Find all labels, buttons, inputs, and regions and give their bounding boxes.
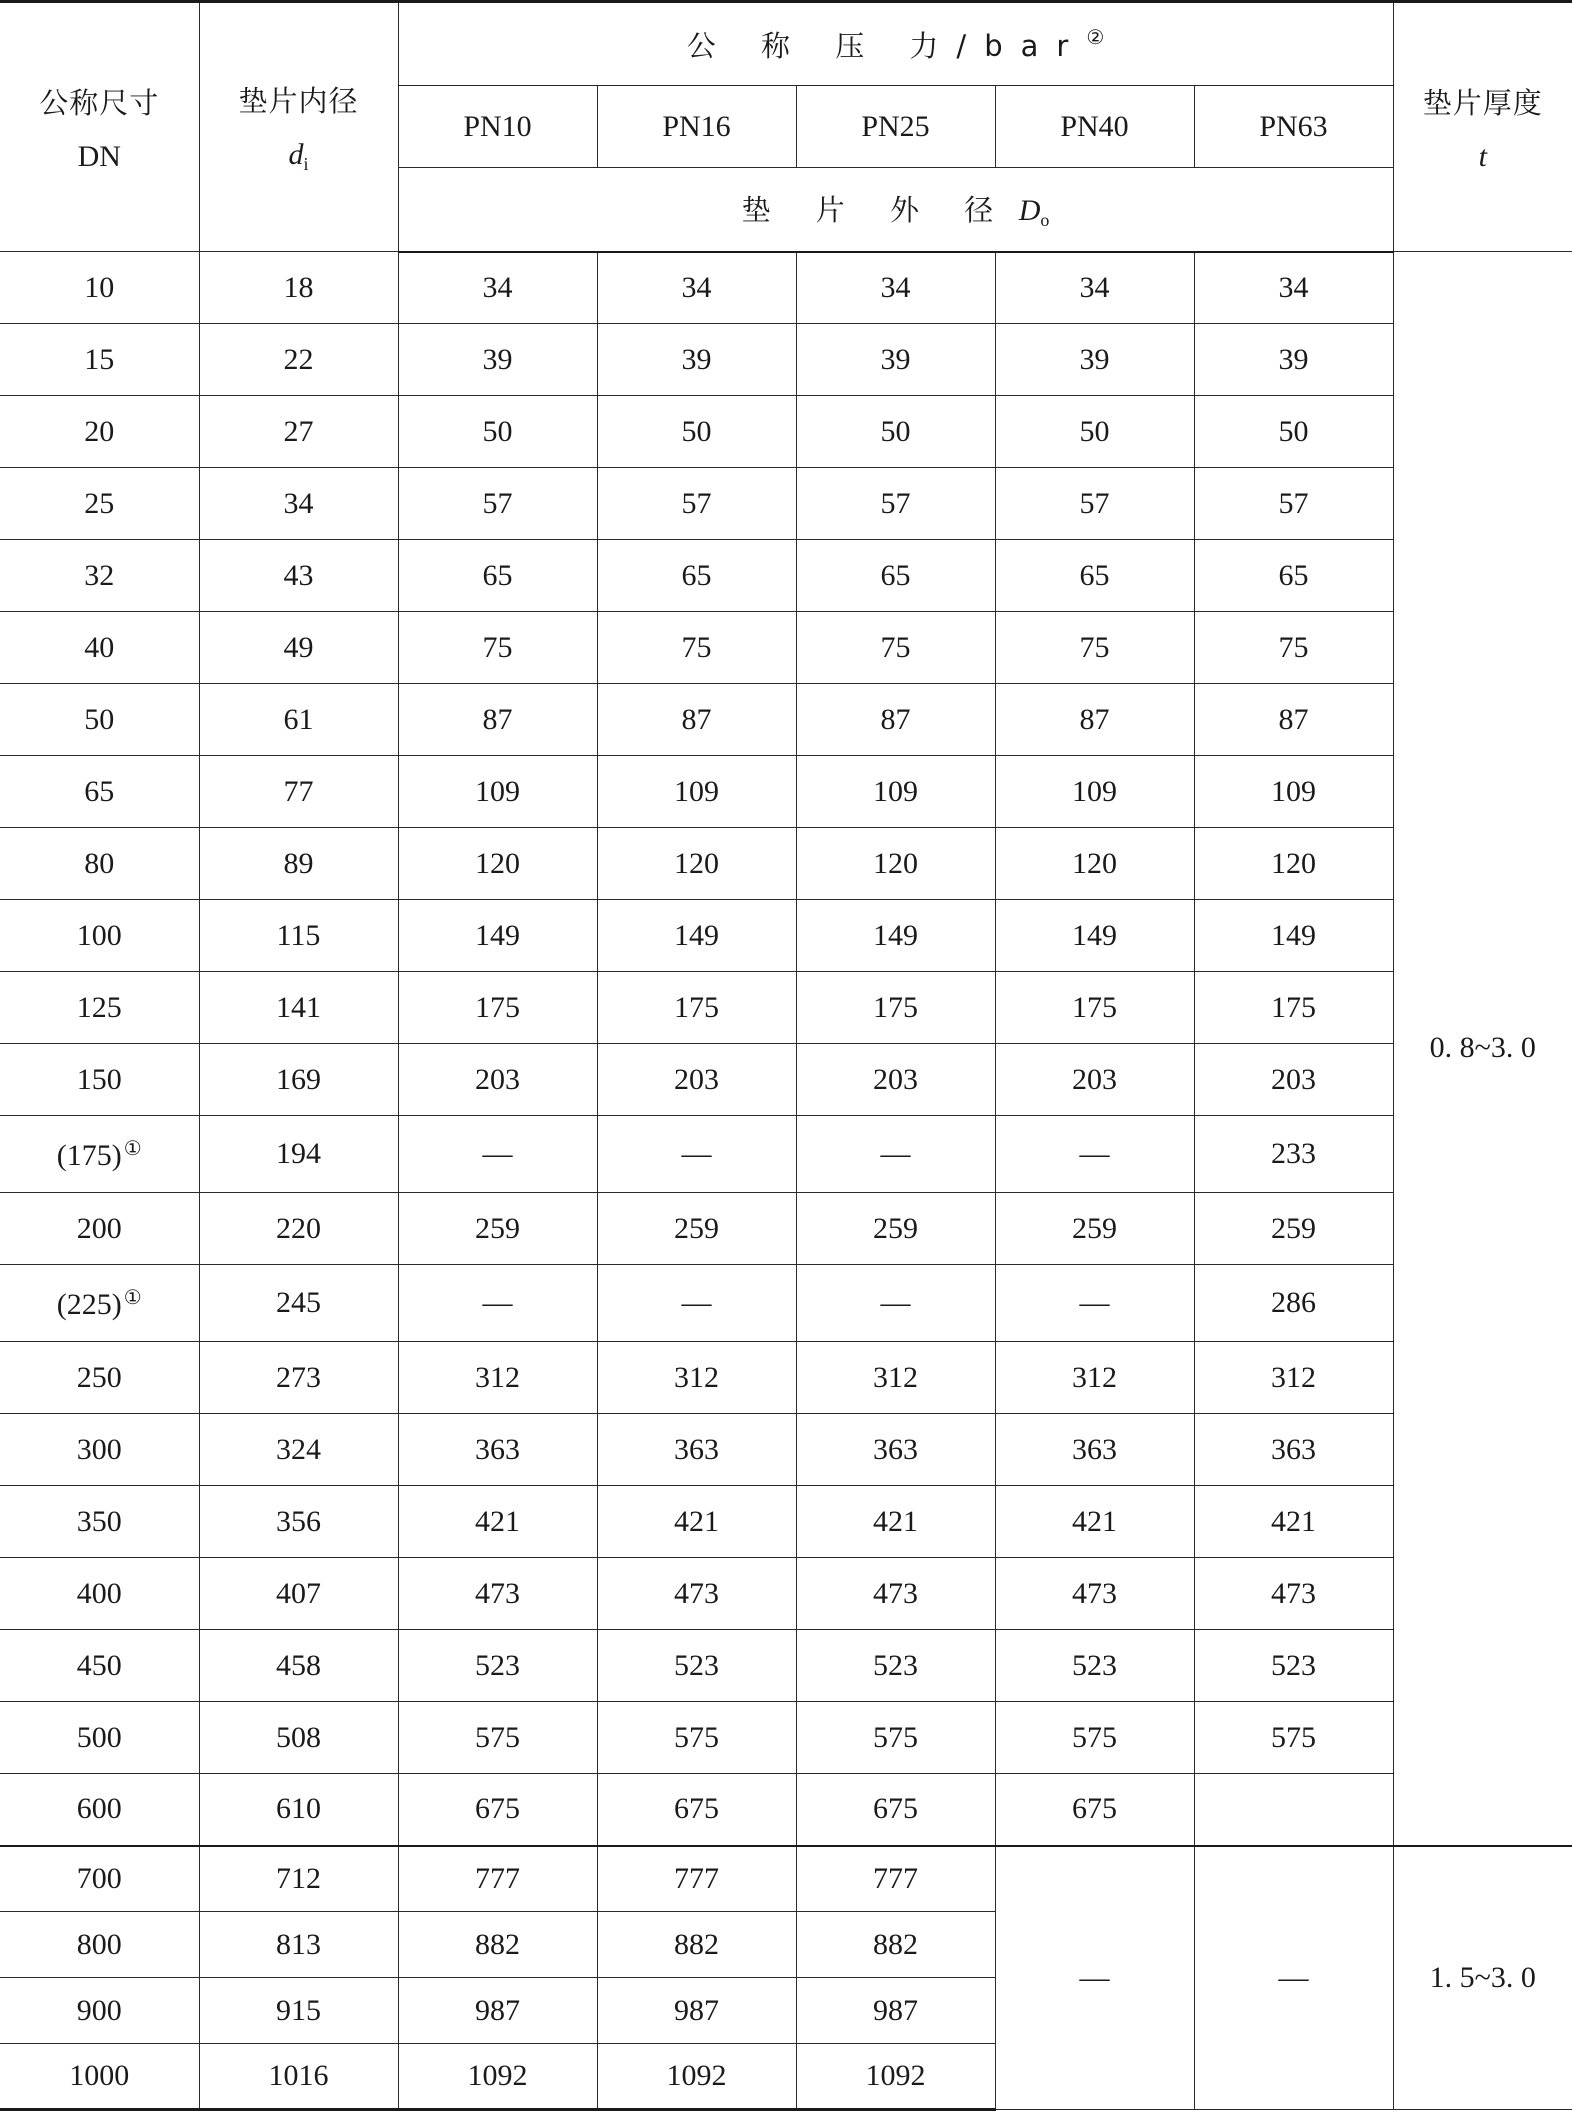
cell-inner-diameter: 89 <box>199 828 398 900</box>
cell-outer-diameter-d40: 39 <box>995 324 1194 396</box>
cell-inner-diameter: 27 <box>199 396 398 468</box>
cell-inner-diameter: 458 <box>199 1630 398 1702</box>
cell-nominal-size <box>0 972 199 1044</box>
cell-nominal-size-value: 1000 <box>69 2059 130 2092</box>
cell-inner-diameter: 712 <box>199 1846 398 1912</box>
cell-nominal-size <box>0 540 199 612</box>
cell-outer-diameter-d25: 473 <box>796 1558 995 1630</box>
header-outer-diameter-subscript: o <box>1040 209 1050 230</box>
cell-outer-diameter-d16: 120 <box>597 828 796 900</box>
footnote-mark: ① <box>123 1137 142 1160</box>
cell-nominal-size-value: 125 <box>76 990 122 1024</box>
cell-outer-diameter-d16: 523 <box>597 1630 796 1702</box>
cell-nominal-size <box>0 1702 199 1774</box>
cell-inner-diameter: 508 <box>199 1702 398 1774</box>
header-outer-diameter-symbol: D <box>1018 193 1041 227</box>
cell-outer-diameter-d25: 203 <box>796 1044 995 1116</box>
cell-outer-diameter-d25: 50 <box>796 396 995 468</box>
cell-outer-diameter-d63: 203 <box>1194 1044 1393 1116</box>
cell-inner-diameter: 43 <box>199 540 398 612</box>
header-pressure-footnote-mark: ② <box>1086 26 1105 49</box>
cell-nominal-size-value: 250 <box>76 1360 122 1394</box>
cell-outer-diameter-d40: — <box>995 1265 1194 1342</box>
header-nominal-size-label: 公称尺寸 <box>39 85 160 120</box>
cell-inner-diameter: 61 <box>199 684 398 756</box>
cell-nominal-size <box>0 252 199 324</box>
cell-outer-diameter-d16: 34 <box>597 252 796 324</box>
cell-outer-diameter-d63: 39 <box>1194 324 1393 396</box>
cell-nominal-size <box>0 900 199 972</box>
cell-outer-diameter-d10: 34 <box>398 252 597 324</box>
table-row <box>0 828 1572 900</box>
cell-inner-diameter: 194 <box>199 1116 398 1193</box>
header-nominal-pressure-label: 公 称 压 力/bar <box>686 28 1087 63</box>
header-pn25: PN25 <box>796 86 995 168</box>
header-pn40: PN40 <box>995 86 1194 168</box>
table-row <box>0 1342 1572 1414</box>
cell-nominal-size-value: 80 <box>84 846 115 880</box>
cell-outer-diameter-d63: 233 <box>1194 1116 1393 1193</box>
cell-nominal-size-value: 400 <box>76 1576 122 1610</box>
cell-outer-diameter-d40: 57 <box>995 468 1194 540</box>
cell-inner-diameter: 141 <box>199 972 398 1044</box>
header-outer-diameter <box>398 168 1393 252</box>
cell-outer-diameter-d10: 882 <box>398 1912 597 1978</box>
cell-nominal-size-value: 350 <box>76 1504 122 1538</box>
cell-outer-diameter-d25: 1092 <box>796 2044 995 2110</box>
cell-inner-diameter: 22 <box>199 324 398 396</box>
header-pn63: PN63 <box>1194 86 1393 168</box>
cell-outer-diameter-d63: 312 <box>1194 1342 1393 1414</box>
cell-nominal-size-value: 15 <box>84 342 115 376</box>
cell-outer-diameter-d25: 109 <box>796 756 995 828</box>
cell-nominal-size-value: 10 <box>84 270 115 304</box>
table-row <box>0 1044 1572 1116</box>
cell-outer-diameter-d63: 57 <box>1194 468 1393 540</box>
cell-inner-diameter: 273 <box>199 1342 398 1414</box>
cell-nominal-size <box>0 468 199 540</box>
header-pn10: PN10 <box>398 86 597 168</box>
header-nominal-size <box>0 2 199 252</box>
header-inner-diameter-symbol-wrap <box>200 138 398 175</box>
cell-outer-diameter-d16: — <box>597 1116 796 1193</box>
cell-outer-diameter-d40: 363 <box>995 1414 1194 1486</box>
cell-outer-diameter-d10: 523 <box>398 1630 597 1702</box>
cell-outer-diameter-d10: 575 <box>398 1702 597 1774</box>
table-row <box>0 324 1572 396</box>
cell-nominal-size-value: (225) <box>56 1287 122 1321</box>
table-header <box>0 2 1572 252</box>
header-thickness <box>1393 2 1572 252</box>
cell-nominal-size-value: 600 <box>76 1792 122 1826</box>
cell-outer-diameter-d25: 882 <box>796 1912 995 1978</box>
cell-outer-diameter-d25: 149 <box>796 900 995 972</box>
header-inner-diameter-subscript: i <box>303 154 309 174</box>
cell-outer-diameter-d10: 149 <box>398 900 597 972</box>
cell-inner-diameter: 220 <box>199 1193 398 1265</box>
cell-nominal-size <box>0 1978 199 2044</box>
cell-outer-diameter-d16: 75 <box>597 612 796 684</box>
cell-thickness-small: 0. 8~3. 0 <box>1393 252 1572 1846</box>
cell-outer-diameter-d25: 75 <box>796 612 995 684</box>
cell-nominal-size <box>0 324 199 396</box>
cell-nominal-size <box>0 1630 199 1702</box>
cell-outer-diameter-d25: 675 <box>796 1774 995 1846</box>
cell-nominal-size-value: 150 <box>76 1062 122 1096</box>
cell-outer-diameter-d10: — <box>398 1265 597 1342</box>
cell-outer-diameter-d63: 421 <box>1194 1486 1393 1558</box>
cell-outer-diameter-d25: 575 <box>796 1702 995 1774</box>
cell-inner-diameter: 77 <box>199 756 398 828</box>
cell-outer-diameter-d63: 75 <box>1194 612 1393 684</box>
cell-outer-diameter-d40: 523 <box>995 1630 1194 1702</box>
cell-outer-diameter-d16: 473 <box>597 1558 796 1630</box>
cell-nominal-size <box>0 1774 199 1846</box>
header-nominal-size-symbol: DN <box>77 139 121 173</box>
cell-outer-diameter-d63: 65 <box>1194 540 1393 612</box>
cell-outer-diameter-d63: 473 <box>1194 1558 1393 1630</box>
table-row <box>0 972 1572 1044</box>
cell-outer-diameter-d10: 777 <box>398 1846 597 1912</box>
cell-nominal-size <box>0 612 199 684</box>
cell-outer-diameter-d25: 987 <box>796 1978 995 2044</box>
cell-thickness-large: 1. 5~3. 0 <box>1393 1846 1572 2110</box>
cell-outer-diameter-d40: 149 <box>995 900 1194 972</box>
cell-outer-diameter-d10: 109 <box>398 756 597 828</box>
cell-inner-diameter: 49 <box>199 612 398 684</box>
cell-nominal-size <box>0 2044 199 2110</box>
cell-outer-diameter-d16: 1092 <box>597 2044 796 2110</box>
cell-outer-diameter-d25: 39 <box>796 324 995 396</box>
cell-outer-diameter-d40: 259 <box>995 1193 1194 1265</box>
cell-outer-diameter-d25: 34 <box>796 252 995 324</box>
cell-outer-diameter-d40: 203 <box>995 1044 1194 1116</box>
cell-outer-diameter-d16: 87 <box>597 684 796 756</box>
cell-outer-diameter-d10: 75 <box>398 612 597 684</box>
cell-outer-diameter-d40: 75 <box>995 612 1194 684</box>
cell-outer-diameter-d10: 259 <box>398 1193 597 1265</box>
cell-nominal-size-value: 100 <box>76 918 122 952</box>
header-inner-diameter <box>199 2 398 252</box>
table-row <box>0 540 1572 612</box>
cell-nominal-size-value: 700 <box>76 1861 122 1895</box>
table-row <box>0 1558 1572 1630</box>
cell-outer-diameter-d10: 120 <box>398 828 597 900</box>
cell-outer-diameter-d10: 312 <box>398 1342 597 1414</box>
cell-outer-diameter-d63: 50 <box>1194 396 1393 468</box>
cell-outer-diameter-d16: 421 <box>597 1486 796 1558</box>
cell-nominal-size <box>0 1116 199 1193</box>
cell-nominal-size <box>0 1486 199 1558</box>
cell-outer-diameter-d10: 175 <box>398 972 597 1044</box>
cell-nominal-size <box>0 828 199 900</box>
cell-outer-diameter-d25: 312 <box>796 1342 995 1414</box>
cell-outer-diameter-d63: 109 <box>1194 756 1393 828</box>
cell-outer-diameter-d40: 50 <box>995 396 1194 468</box>
cell-nominal-size-value: 800 <box>76 1927 122 1961</box>
cell-outer-diameter-d16: 363 <box>597 1414 796 1486</box>
cell-outer-diameter-d63: 87 <box>1194 684 1393 756</box>
cell-inner-diameter: 115 <box>199 900 398 972</box>
cell-outer-diameter-d63: 34 <box>1194 252 1393 324</box>
header-inner-diameter-symbol: d <box>288 138 304 171</box>
cell-outer-diameter-d10: 987 <box>398 1978 597 2044</box>
cell-inner-diameter: 1016 <box>199 2044 398 2110</box>
cell-outer-diameter-d25: — <box>796 1116 995 1193</box>
table-row <box>0 612 1572 684</box>
cell-outer-diameter-d40: 120 <box>995 828 1194 900</box>
table-body <box>0 252 1572 2110</box>
cell-nominal-size-value: 50 <box>84 702 115 736</box>
cell-outer-diameter-d10: 363 <box>398 1414 597 1486</box>
header-row-1 <box>0 2 1572 86</box>
cell-inner-diameter: 407 <box>199 1558 398 1630</box>
cell-outer-diameter-d40: 473 <box>995 1558 1194 1630</box>
cell-outer-diameter-d16: 50 <box>597 396 796 468</box>
cell-inner-diameter: 610 <box>199 1774 398 1846</box>
cell-large-pn40: — <box>995 1846 1194 2110</box>
cell-outer-diameter-d16: 675 <box>597 1774 796 1846</box>
footnote-mark: ① <box>123 1286 142 1309</box>
cell-outer-diameter-d63: 175 <box>1194 972 1393 1044</box>
cell-nominal-size <box>0 1414 199 1486</box>
cell-outer-diameter-d25: 57 <box>796 468 995 540</box>
cell-outer-diameter-d25: 777 <box>796 1846 995 1912</box>
cell-outer-diameter-d16: 39 <box>597 324 796 396</box>
cell-outer-diameter-d16: 777 <box>597 1846 796 1912</box>
table-row <box>0 1414 1572 1486</box>
table-row <box>0 1774 1572 1846</box>
table-row <box>0 1846 1572 1912</box>
cell-outer-diameter-d16: — <box>597 1265 796 1342</box>
cell-outer-diameter-d40: 312 <box>995 1342 1194 1414</box>
cell-outer-diameter-d40: 175 <box>995 972 1194 1044</box>
cell-outer-diameter-d40: 34 <box>995 252 1194 324</box>
cell-outer-diameter-d16: 259 <box>597 1193 796 1265</box>
cell-outer-diameter-d25: 363 <box>796 1414 995 1486</box>
cell-inner-diameter: 34 <box>199 468 398 540</box>
table-row <box>0 468 1572 540</box>
table-row <box>0 900 1572 972</box>
header-thickness-label: 垫片厚度 <box>1422 85 1543 120</box>
table-row <box>0 1265 1572 1342</box>
cell-nominal-size <box>0 1044 199 1116</box>
cell-outer-diameter-d16: 312 <box>597 1342 796 1414</box>
cell-outer-diameter-d25: 65 <box>796 540 995 612</box>
cell-nominal-size-value: 500 <box>76 1720 122 1754</box>
cell-nominal-size-value: 25 <box>84 486 115 520</box>
cell-inner-diameter: 18 <box>199 252 398 324</box>
cell-outer-diameter-d10: 50 <box>398 396 597 468</box>
cell-inner-diameter: 245 <box>199 1265 398 1342</box>
cell-nominal-size <box>0 1558 199 1630</box>
header-inner-diameter-label: 垫片内径 <box>238 84 359 118</box>
cell-outer-diameter-d40: 87 <box>995 684 1194 756</box>
cell-outer-diameter-d40: 675 <box>995 1774 1194 1846</box>
cell-outer-diameter-d16: 203 <box>597 1044 796 1116</box>
cell-outer-diameter-d16: 109 <box>597 756 796 828</box>
cell-nominal-size-value: 32 <box>84 558 115 592</box>
cell-outer-diameter-d40: 575 <box>995 1702 1194 1774</box>
cell-outer-diameter-d16: 65 <box>597 540 796 612</box>
cell-outer-diameter-d25: 120 <box>796 828 995 900</box>
cell-outer-diameter-d63: 363 <box>1194 1414 1393 1486</box>
table-row <box>0 1116 1572 1193</box>
cell-outer-diameter-d10: — <box>398 1116 597 1193</box>
cell-outer-diameter-d25: 259 <box>796 1193 995 1265</box>
table-row <box>0 396 1572 468</box>
header-nominal-pressure <box>398 2 1393 86</box>
cell-outer-diameter-d25: 175 <box>796 972 995 1044</box>
header-thickness-symbol: t <box>1478 139 1487 173</box>
table-row <box>0 252 1572 324</box>
cell-nominal-size-value: 20 <box>84 414 115 448</box>
cell-outer-diameter-d16: 987 <box>597 1978 796 2044</box>
cell-nominal-size <box>0 1912 199 1978</box>
cell-outer-diameter-d16: 149 <box>597 900 796 972</box>
cell-outer-diameter-d63 <box>1194 1774 1393 1846</box>
cell-nominal-size <box>0 1193 199 1265</box>
cell-nominal-size <box>0 1265 199 1342</box>
cell-outer-diameter-d16: 575 <box>597 1702 796 1774</box>
header-pn16: PN16 <box>597 86 796 168</box>
cell-outer-diameter-d40: 109 <box>995 756 1194 828</box>
cell-inner-diameter: 169 <box>199 1044 398 1116</box>
cell-outer-diameter-d10: 39 <box>398 324 597 396</box>
cell-outer-diameter-d63: 259 <box>1194 1193 1393 1265</box>
cell-outer-diameter-d10: 87 <box>398 684 597 756</box>
cell-nominal-size-value: 200 <box>76 1211 122 1245</box>
cell-outer-diameter-d10: 203 <box>398 1044 597 1116</box>
cell-outer-diameter-d63: 149 <box>1194 900 1393 972</box>
cell-outer-diameter-d10: 421 <box>398 1486 597 1558</box>
table-row <box>0 1486 1572 1558</box>
cell-outer-diameter-d10: 473 <box>398 1558 597 1630</box>
cell-outer-diameter-d10: 1092 <box>398 2044 597 2110</box>
cell-outer-diameter-d63: 523 <box>1194 1630 1393 1702</box>
cell-nominal-size <box>0 756 199 828</box>
table-row <box>0 756 1572 828</box>
cell-nominal-size <box>0 684 199 756</box>
table-row <box>0 1702 1572 1774</box>
cell-outer-diameter-d25: 87 <box>796 684 995 756</box>
header-outer-diameter-label: 垫 片 外 径 <box>741 192 1012 227</box>
cell-outer-diameter-d10: 65 <box>398 540 597 612</box>
cell-outer-diameter-d40: 421 <box>995 1486 1194 1558</box>
cell-outer-diameter-d63: 120 <box>1194 828 1393 900</box>
cell-inner-diameter: 915 <box>199 1978 398 2044</box>
cell-nominal-size-value: 900 <box>76 1993 122 2027</box>
cell-outer-diameter-d10: 675 <box>398 1774 597 1846</box>
cell-nominal-size <box>0 1342 199 1414</box>
cell-large-pn63: — <box>1194 1846 1393 2110</box>
cell-nominal-size-value: 450 <box>76 1648 122 1682</box>
cell-outer-diameter-d25: 421 <box>796 1486 995 1558</box>
cell-outer-diameter-d16: 57 <box>597 468 796 540</box>
cell-outer-diameter-d10: 57 <box>398 468 597 540</box>
cell-inner-diameter: 813 <box>199 1912 398 1978</box>
cell-nominal-size-value: 300 <box>76 1432 122 1466</box>
cell-inner-diameter: 324 <box>199 1414 398 1486</box>
cell-outer-diameter-d25: — <box>796 1265 995 1342</box>
cell-nominal-size <box>0 1846 199 1912</box>
cell-outer-diameter-d40: 65 <box>995 540 1194 612</box>
cell-outer-diameter-d63: 286 <box>1194 1265 1393 1342</box>
cell-nominal-size-value: 40 <box>84 630 115 664</box>
table-row <box>0 1193 1572 1265</box>
cell-outer-diameter-d25: 523 <box>796 1630 995 1702</box>
cell-nominal-size-value: (175) <box>56 1138 122 1172</box>
cell-nominal-size <box>0 396 199 468</box>
table-row <box>0 684 1572 756</box>
cell-outer-diameter-d16: 175 <box>597 972 796 1044</box>
cell-outer-diameter-d40: — <box>995 1116 1194 1193</box>
cell-outer-diameter-d16: 882 <box>597 1912 796 1978</box>
cell-inner-diameter: 356 <box>199 1486 398 1558</box>
cell-nominal-size-value: 65 <box>84 774 115 808</box>
table-row <box>0 1630 1572 1702</box>
cell-outer-diameter-d63: 575 <box>1194 1702 1393 1774</box>
